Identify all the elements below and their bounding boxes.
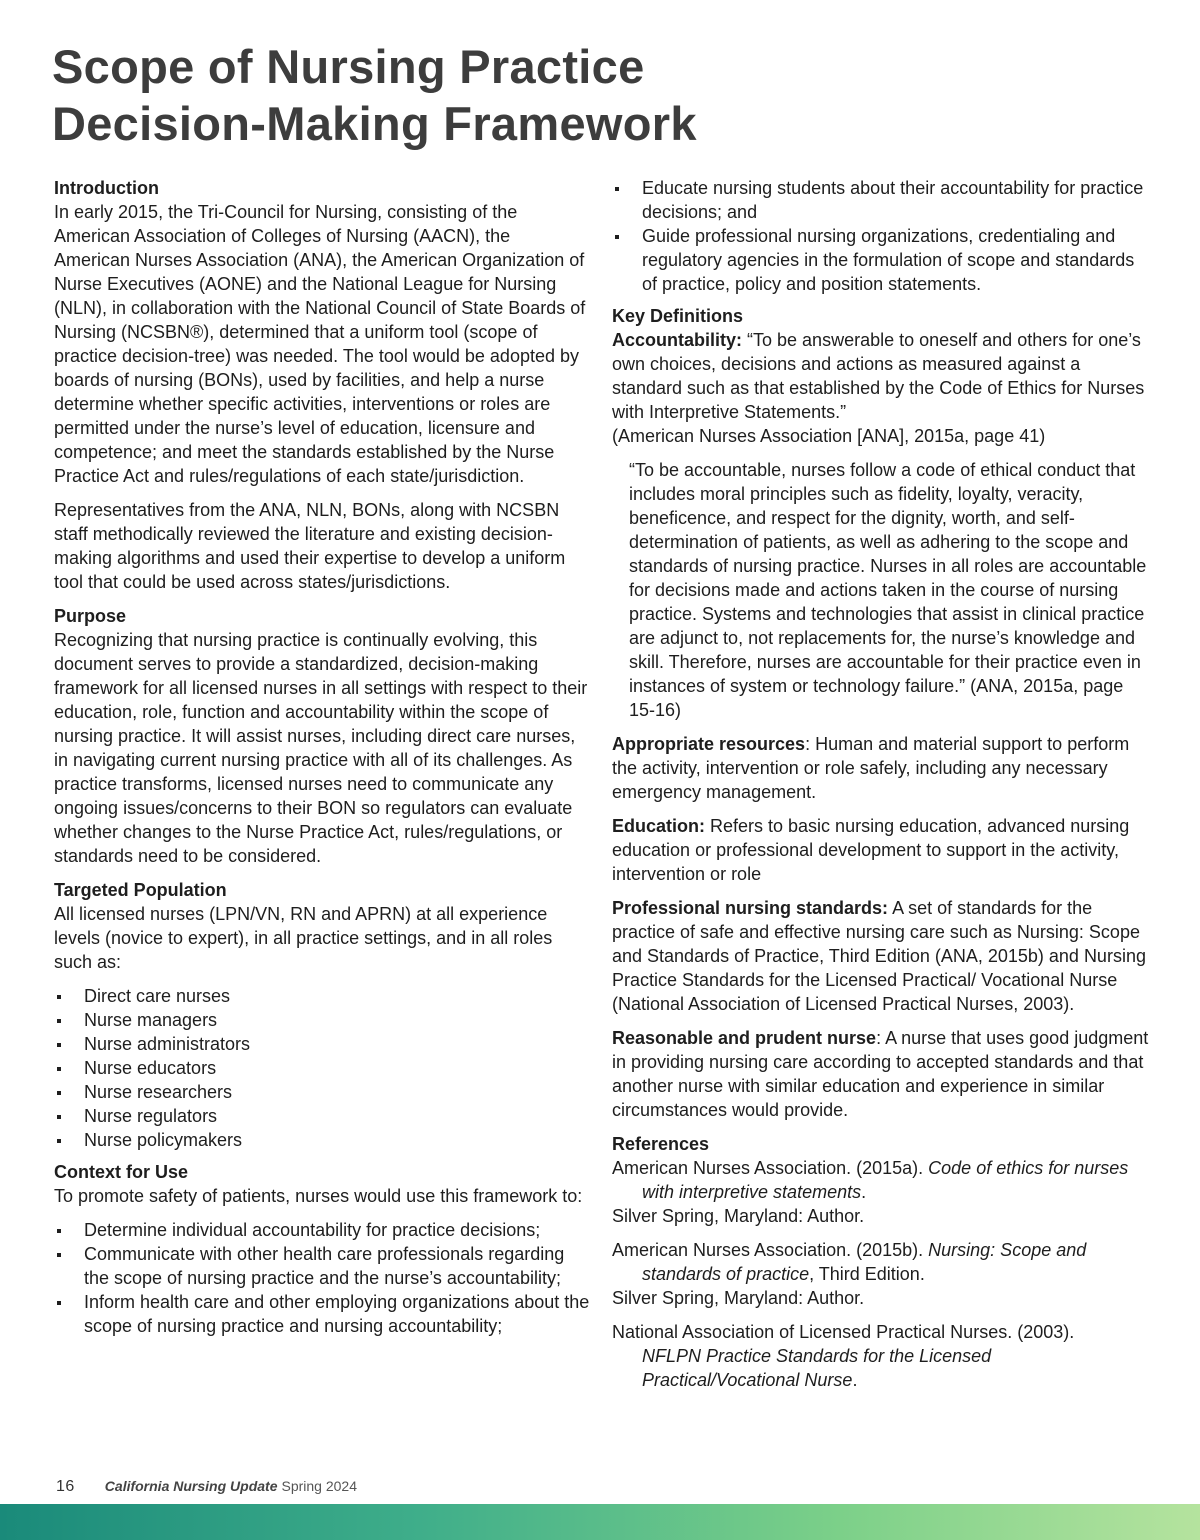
list-item: Nurse regulators — [54, 1104, 590, 1128]
list-item: Nurse managers — [54, 1008, 590, 1032]
reference-title: Nursing: Scope and standards of practice — [642, 1240, 1087, 1284]
population-heading: Targeted Population — [54, 880, 227, 900]
context-list-continued — [612, 176, 1152, 296]
reference-3 — [612, 1320, 1152, 1392]
list-item: Nurse educators — [54, 1056, 590, 1080]
context-heading: Context for Use — [54, 1162, 189, 1182]
definition-term: Professional nursing standards: — [612, 898, 889, 918]
list-item: Educate nursing students about their accountability for practice decisions; and — [612, 176, 1152, 224]
list-item: Inform health care and other employing organizations about the scope of nursing practice and nursing accountability; — [54, 1290, 590, 1338]
page-title — [52, 38, 697, 152]
context-paragraph: To promote safety of patients, nurses would use this framework to: — [54, 1186, 583, 1206]
right-column — [612, 176, 1152, 1402]
list-item: Nurse researchers — [54, 1080, 590, 1104]
reference-author: American Nurses Association. (2015b). — [612, 1240, 929, 1260]
page-footer — [56, 1478, 357, 1496]
definition-term: Education: — [612, 816, 705, 836]
intro-paragraph-2: Representatives from the ANA, NLN, BONs, along with NCSBN staff methodically reviewed the literature and existing decision-making algorithms and used their expertise to develop a uniform tool that could be used across states/jurisdictions. — [54, 500, 566, 592]
definition-resources — [612, 732, 1152, 804]
reference-tail: . — [852, 1370, 858, 1390]
reference-title: Code of ethics for nurses with interpretive statements — [642, 1158, 1129, 1202]
reference-2 — [612, 1238, 1152, 1310]
reference-publisher: Silver Spring, Maryland: Author. — [612, 1288, 865, 1308]
definition-prudent-nurse — [612, 1026, 1152, 1122]
list-item: Guide professional nursing organizations, credentialing and regulatory agencies in the formulation of scope and standards of practice, policy and position statements. — [612, 224, 1152, 296]
accountability-quote: “To be accountable, nurses follow a code of ethical conduct that includes moral principles such as fidelity, loyalty, veracity, beneficence, and respect for the dignity, worth, and self-determination of patients, as well as adhering to the scope and standards of nursing practice. Nurses in all roles are accountable for decisions made and actions taken in the course of nursing practice. Systems and technologies that assist in clinical practice are adjunct to, not replacements for, the nurse’s knowledge and skill. Therefore, nurses are accountable for their practice even in instances of system or technology failure.” (ANA, 2015a, page 15-16) — [629, 460, 1147, 720]
list-item: Nurse administrators — [54, 1032, 590, 1056]
definition-term: Appropriate resources — [612, 734, 806, 754]
definition-standards — [612, 896, 1152, 1016]
definition-text: : A nurse that uses good judgment in providing nursing care according to accepted standards and that another nurse with similar education and experience in similar circumstances would provide. — [612, 1028, 1149, 1120]
publication-name: California Nursing Update — [104, 1478, 278, 1494]
definition-accountability — [612, 328, 1152, 448]
reference-tail: . — [861, 1182, 867, 1202]
reference-title: NFLPN Practice Standards for the Licensed Practical/Vocational Nurse — [642, 1346, 992, 1390]
intro-heading: Introduction — [54, 178, 159, 198]
reference-author: National Association of Licensed Practical Nurses. (2003). — [612, 1322, 1075, 1342]
purpose-heading: Purpose — [54, 606, 127, 626]
population-list — [54, 984, 590, 1152]
title-line-2: Decision-Making Framework — [52, 97, 697, 150]
definition-citation: (American Nurses Association [ANA], 2015a, page 41) — [612, 426, 1046, 446]
page-number: 16 — [56, 1478, 75, 1495]
reference-author: American Nurses Association. (2015a). — [612, 1158, 929, 1178]
footer-gradient-band — [0, 1504, 1200, 1540]
references-heading: References — [612, 1134, 710, 1154]
list-item: Determine individual accountability for practice decisions; — [54, 1218, 590, 1242]
purpose-paragraph: Recognizing that nursing practice is continually evolving, this document serves to provide a standardized, decision-making framework for all licensed nurses in all settings with respect to their education, role, function and accountability within the scope of nursing practice. It will assist nurses, including direct care nurses, in navigating current nursing practice with all of its challenges. As practice transforms, licensed nurses need to communicate any ongoing issues/concerns to their BON so regulators can evaluate whether changes to the Nurse Practice Act, rules/regulations, or standards need to be considered. — [54, 630, 588, 866]
reference-publisher: Silver Spring, Maryland: Author. — [612, 1206, 865, 1226]
context-list — [54, 1218, 590, 1338]
definition-text: A set of standards for the practice of safe and effective nursing care such as Nursing: Scope and Standards of Practice, Third Edition (ANA, 2015b) and Nursing Practice Standards for the Licensed Practical/ Vocational Nurse (National Association of Licensed Practical Nurses, 2003). — [612, 898, 1146, 1014]
definition-text: “To be answerable to oneself and others for one’s own choices, decisions and actions as measured against a standard such as that established by the Code of Ethics for Nurses with Interpretive Statements.” — [612, 330, 1145, 422]
list-item: Direct care nurses — [54, 984, 590, 1008]
list-item: Nurse policymakers — [54, 1128, 590, 1152]
definition-term: Reasonable and prudent nurse — [612, 1028, 877, 1048]
title-line-1: Scope of Nursing Practice — [52, 40, 645, 93]
definition-term: Accountability: — [612, 330, 743, 350]
issue-date: Spring 2024 — [281, 1478, 357, 1494]
left-column — [54, 176, 590, 1346]
population-paragraph: All licensed nurses (LPN/VN, RN and APRN) at all experience levels (novice to expert), in all practice settings, and in all roles such as: — [54, 904, 553, 972]
intro-paragraph-1: In early 2015, the Tri-Council for Nursing, consisting of the American Association of Colleges of Nursing (AACN), the American Nurses Association (ANA), the American Organization of Nurse Executives (AONE) and the National League for Nursing (NLN), in collaboration with the National Council of State Boards of Nursing (NCSBN®), determined that a uniform tool (scope of practice decision-tree) was needed. The tool would be adopted by boards of nursing (BONs), used by facilities, and help a nurse determine whether specific activities, interventions or roles are permitted under the nurse’s level of education, licensure and competence; and meet the standards established by the Nurse Practice Act and rules/regulations of each state/jurisdiction. — [54, 202, 586, 486]
definitions-heading: Key Definitions — [612, 306, 744, 326]
reference-1 — [612, 1156, 1152, 1228]
definition-education — [612, 814, 1152, 886]
list-item: Communicate with other health care professionals regarding the scope of nursing practice and the nurse’s accountability; — [54, 1242, 590, 1290]
definition-text: : Human and material support to perform the activity, intervention or role safely, including any necessary emergency management. — [612, 734, 1130, 802]
reference-tail: , Third Edition. — [809, 1264, 925, 1284]
definition-text: Refers to basic nursing education, advanced nursing education or professional development to support in the activity, intervention or role — [612, 816, 1130, 884]
